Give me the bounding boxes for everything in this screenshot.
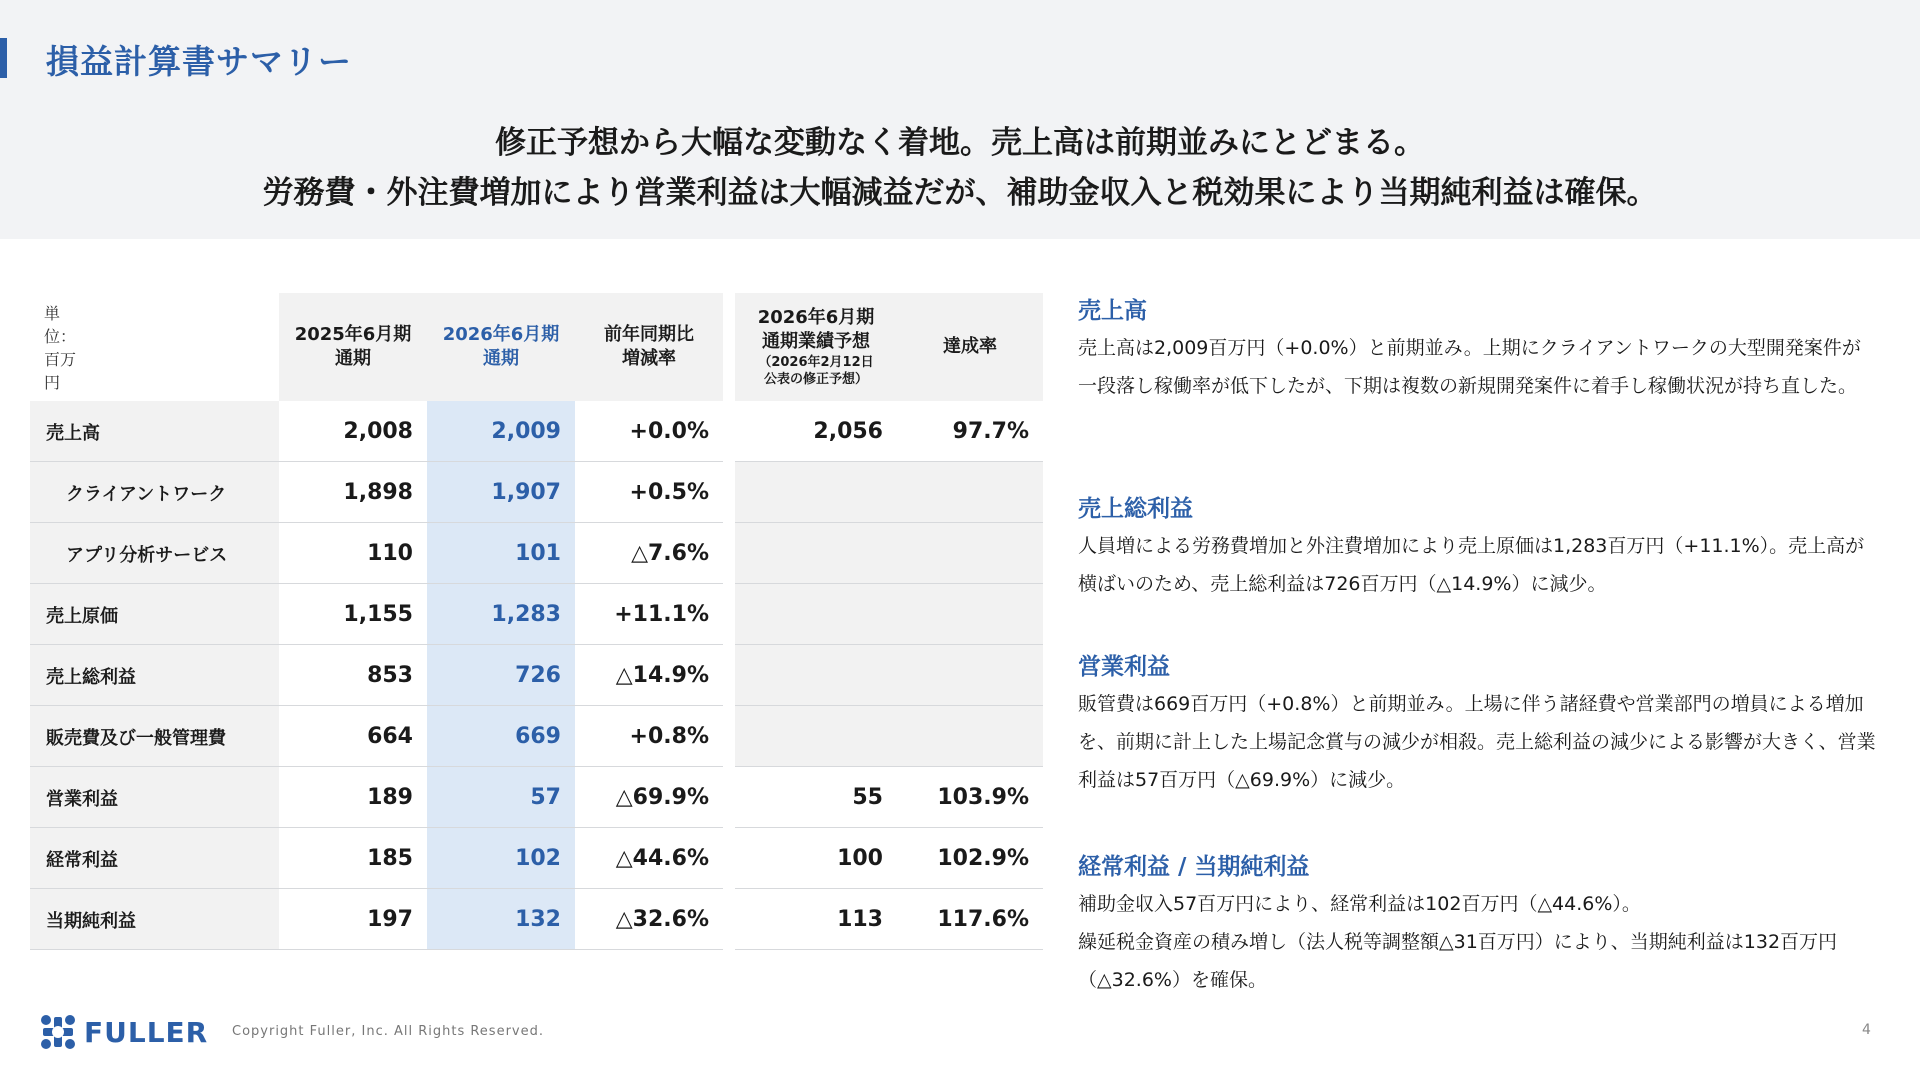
row-label: 売上高: [46, 422, 100, 444]
table-row: [30, 523, 1043, 584]
table-row: [30, 706, 1043, 767]
row-label: アプリ分析サービス: [66, 544, 228, 566]
row-label: 売上総利益: [46, 666, 136, 688]
cell-fy2026: 726: [515, 663, 561, 688]
table-row: [30, 401, 1043, 462]
cell-achieve: 97.7%: [952, 419, 1029, 444]
cell-forecast: [735, 645, 897, 706]
headline: [0, 118, 1920, 218]
cell-achieve: 102.9%: [937, 846, 1029, 871]
table-row: [30, 645, 1043, 706]
row-divider: [735, 949, 1043, 950]
cell-forecast: 2,056: [813, 419, 883, 444]
cell-fy2025: 2,008: [343, 419, 413, 444]
cell-fy2026: 132: [515, 907, 561, 932]
section-title-ordinary-net-profit: 経常利益 / 当期純利益: [1078, 854, 1310, 880]
cell-achieve: [897, 706, 1043, 767]
cell-achieve: 103.9%: [937, 785, 1029, 810]
cell-forecast: 55: [852, 785, 883, 810]
headline-line-2: 労務費・外注費増加により営業利益は大幅減益だが、補助金収入と税効果により当期純利益は確保。: [262, 175, 1658, 211]
cell-yoy: △7.6%: [631, 541, 709, 566]
cell-fy2025: 189: [367, 785, 413, 810]
cell-fy2025: 853: [367, 663, 413, 688]
cell-achieve: 117.6%: [937, 907, 1029, 932]
header-fy2026: 2026年6月期 通期: [442, 324, 560, 369]
cell-yoy: △32.6%: [615, 907, 709, 932]
cell-yoy: △14.9%: [615, 663, 709, 688]
row-label: 経常利益: [46, 849, 118, 871]
cell-achieve: [897, 584, 1043, 645]
copyright: Copyright Fuller, Inc. All Rights Reserved.: [232, 1024, 545, 1039]
row-label: 売上原価: [46, 605, 118, 627]
section-title-gross-profit: 売上総利益: [1078, 496, 1193, 522]
header-fy2025: 2025年6月期 通期: [294, 324, 412, 369]
cell-forecast: 113: [837, 907, 883, 932]
cell-achieve: [897, 462, 1043, 523]
section-body-sales: 売上高は2,009百万円（+0.0%）と前期並み。上期にクライアントワークの大型開発案件が一段落し稼働率が低下したが、下期は複数の新規開発案件に着手し稼働状況が持ち直した。: [1078, 337, 1861, 397]
row-label: 営業利益: [46, 788, 118, 810]
cell-fy2025: 110: [367, 541, 413, 566]
row-label: 当期純利益: [46, 910, 136, 932]
cell-fy2026: 1,283: [491, 602, 561, 627]
header-yoy: 前年同期比 増減率: [604, 324, 694, 369]
fuller-logo-icon: [40, 1014, 76, 1050]
cell-fy2025: 1,898: [343, 480, 413, 505]
cell-achieve: [897, 523, 1043, 584]
cell-forecast: 100: [837, 846, 883, 871]
header-forecast: [735, 293, 897, 401]
cell-yoy: △44.6%: [615, 846, 709, 871]
cell-fy2026: 1,907: [491, 480, 561, 505]
cell-fy2026: 57: [530, 785, 561, 810]
cell-yoy: +0.8%: [629, 724, 709, 749]
header-forecast-note: （2026年2月12日 公表の修正予想）: [758, 355, 874, 387]
cell-forecast: [735, 523, 897, 584]
cell-fy2025: 185: [367, 846, 413, 871]
header-achieve: 達成率: [943, 336, 997, 357]
logo-text: FULLER: [84, 1015, 209, 1049]
page-title: 損益計算書サマリー: [46, 42, 352, 81]
section-body-ordinary-net-profit: 補助金収入57百万円により、経常利益は102百万円（△44.6%）。 繰延税金資産の積み増し（法人税等調整額△31百万円）により、当期純利益は132百万円（△32.6%）を確保。: [1078, 893, 1838, 991]
cell-forecast: [735, 462, 897, 523]
cell-yoy: △69.9%: [615, 785, 709, 810]
cell-yoy: +0.0%: [629, 419, 709, 444]
cell-fy2026: 101: [515, 541, 561, 566]
table-row: [30, 584, 1043, 645]
cell-yoy: +0.5%: [629, 480, 709, 505]
headline-line-1: 修正予想から大幅な変動なく着地。売上高は前期並みにとどまる。: [495, 125, 1425, 161]
cell-yoy: +11.1%: [614, 602, 709, 627]
row-divider: [30, 949, 723, 950]
footer-logo: [40, 1014, 208, 1050]
header-forecast-main: 2026年6月期 通期業績予想: [757, 307, 875, 352]
section-title-sales: 売上高: [1078, 298, 1147, 324]
cell-fy2025: 664: [367, 724, 413, 749]
title-accent-bar: [0, 38, 7, 78]
table-row: [30, 889, 1043, 950]
table-row: [30, 828, 1043, 889]
section-title-operating-profit: 営業利益: [1078, 654, 1170, 680]
cell-forecast: [735, 584, 897, 645]
cell-fy2026: 102: [515, 846, 561, 871]
row-label: クライアントワーク: [66, 483, 227, 505]
page-number: 4: [1862, 1022, 1871, 1038]
section-body-operating-profit: 販管費は669百万円（+0.8%）と前期並み。上場に伴う諸経費や営業部門の増員による増加を、前期に計上した上場記念賞与の減少が相殺。売上総利益の減少による影響が大きく、営業利益は57百万円（△69.9%）に減少。: [1078, 693, 1876, 791]
unit-label: 単位：百万円: [44, 304, 77, 392]
table-row: [30, 767, 1043, 828]
section-body-gross-profit: 人員増による労務費増加と外注費増加により売上原価は1,283百万円（+11.1%）。売上高が横ばいのため、売上総利益は726百万円（△14.9%）に減少。: [1078, 535, 1865, 595]
cell-achieve: [897, 645, 1043, 706]
cell-forecast: [735, 706, 897, 767]
cell-fy2026: 669: [515, 724, 561, 749]
cell-fy2025: 1,155: [343, 602, 413, 627]
cell-fy2025: 197: [367, 907, 413, 932]
cell-fy2026: 2,009: [491, 419, 561, 444]
row-label: 販売費及び一般管理費: [46, 727, 226, 749]
table-row: [30, 462, 1043, 523]
